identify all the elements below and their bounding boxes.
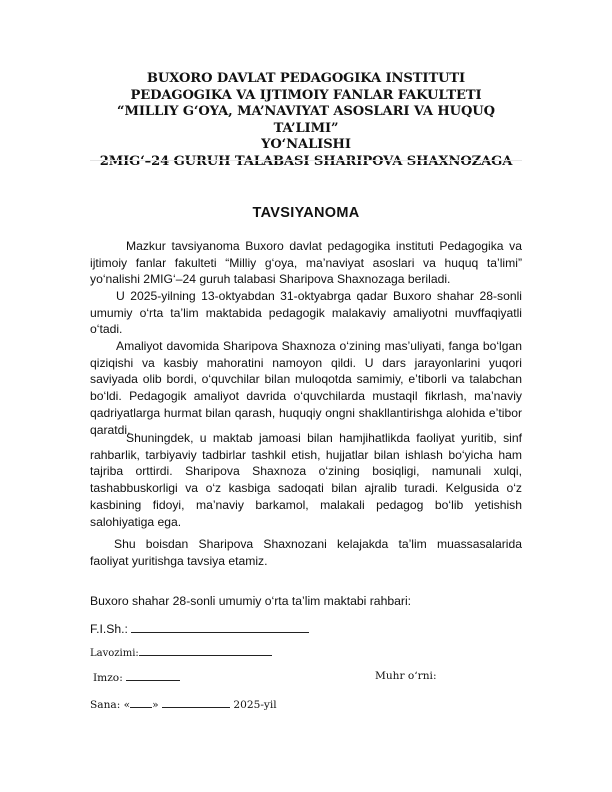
- muhr-label: Muhr o‘rni:: [375, 670, 437, 682]
- fish-line: [90, 622, 309, 636]
- imzo-blank: [126, 670, 180, 681]
- paragraph-practice: Amaliyot davomida Sharipova Shaxnoza o‘zining mas’uliyati, fanga bo‘lgan qiziqishi va kasbiy mahoratini namoyon qildi. U dars jarayonlarini yuqori saviyada olib bordi, o‘quvchilar bilan muloqotda samimiy, e’tiborli va talabchan bo‘ldi. Pedagogik amaliyot davrida o‘quvchilarda mustaqil fikrlash, ma’naviy qadriyatlarga hurmat bilan qarash, huquqiy ongni shakllantirishga alohida e’tibor qaratdi.: [90, 339, 522, 437]
- institute-name: BUXORO DAVLAT PEDAGOGIKA INSTITUTI: [146, 71, 466, 86]
- fish-blank: [131, 622, 309, 633]
- lavozimi-blank: [139, 646, 272, 656]
- faculty-name: PEDAGOGIKA VA IJTIMOIY FANLAR FAKULTETI: [130, 87, 482, 103]
- document-header: [90, 71, 522, 171]
- sana-day-blank: [130, 697, 152, 708]
- imzo-label: Imzo:: [93, 672, 123, 684]
- sana-mid: »: [152, 699, 159, 711]
- program-name: “MILLIY G‘OYA, MA’NAVIYAT ASOSLARI VA HUQUQ TA’LIMI”: [117, 104, 495, 136]
- fish-label: F.I.Sh.:: [90, 622, 128, 636]
- sana-prefix: Sana: «: [90, 699, 131, 711]
- recipient-line: 2MIG‘–24 GURUH TALABASI SHARIPOVA SHAXNOZAGA: [99, 153, 513, 169]
- sana-year: 2025-yil: [233, 699, 277, 711]
- sana-line: [90, 697, 277, 711]
- header-divider: [90, 160, 522, 161]
- sana-month-blank: [162, 697, 230, 708]
- document-title: TAVSIYANOMA: [252, 205, 360, 221]
- lavozimi-line: [90, 646, 272, 659]
- paragraph-qualities: Shuningdek, u maktab jamoasi bilan hamjihatlikda faoliyat yuritib, sinf rahbarlik, tarbiyaviy tadbirlar tashkil etish, hujjatlar bilan ishlash bo‘yicha ham tajriba orttirdi. Sharipova Shaxnoza o‘zining bosiqligi, namunali xulqi, tashabbuskorligi va o‘z kasbiga sadoqati bilan ajralib turadi. Kelgusida o‘z kasbining fidoyi, ma’naviy barkamol, malakali pedagog bo‘lib yetishish salohiyatiga ega.: [90, 431, 522, 529]
- paragraph-intro: Mazkur tavsiyanoma Buxoro davlat pedagogika instituti Pedagogika va ijtimoiy fanlar fakulteti “Milliy g‘oya, ma’naviyat asoslari va huquq ta’limi” yo‘nalishi 2MIG‘–24 guruh talabasi Sharipova Shaxnozaga beriladi.: [90, 239, 522, 287]
- imzo-line: [93, 670, 180, 684]
- director-label: Buxoro shahar 28-sonli umumiy o‘rta ta’lim maktabi rahbari:: [90, 594, 412, 608]
- paragraph-dates: U 2025-yilning 13-oktyabdan 31-oktyabrga qadar Buxoro shahar 28-sonli umumiy o‘rta ta’lim maktabida pedagogik malakaviy amaliyotni muvffaqiyatli o‘tadi.: [90, 289, 522, 337]
- paragraph-recommendation: Shu boisdan Sharipova Shaxnozani kelajakda ta’lim muassasalarida faoliyat yuritishga tavsiya etamiz.: [90, 537, 522, 568]
- program-suffix: YO‘NALISHI: [261, 137, 351, 153]
- lavozimi-label: Lavozimi:: [90, 648, 139, 659]
